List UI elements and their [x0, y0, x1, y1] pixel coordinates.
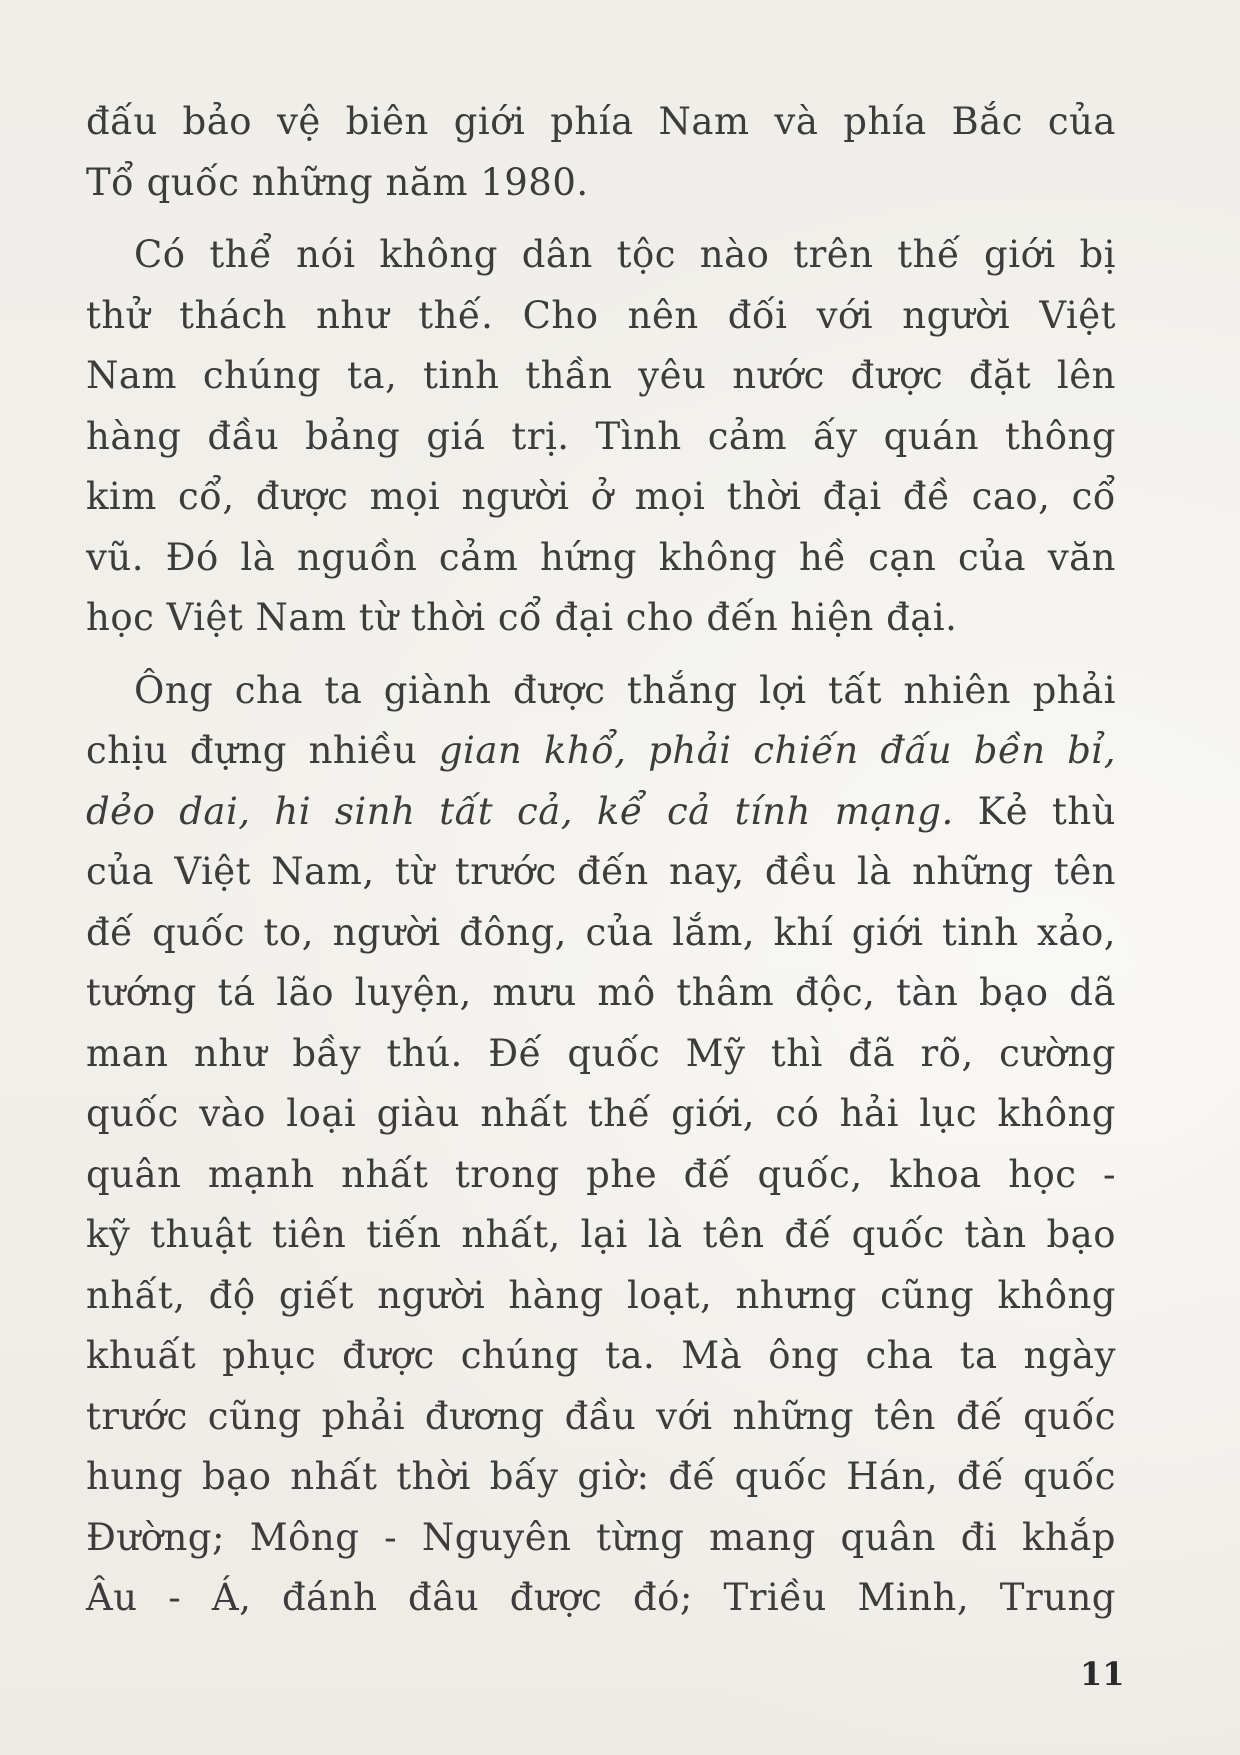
text-span: chịu đựng nhiều [86, 729, 439, 772]
text-line: kim cổ, được mọi người ở mọi thời đại đề cao, cổ [86, 475, 1116, 518]
text-line: vũ. Đó là nguồn cảm hứng không hề cạn của văn [86, 535, 1116, 579]
text-line: kỹ thuật tiên tiến nhất, lại là tên đế quốc tàn bạo [86, 1213, 1116, 1256]
text-line: đấu bảo vệ biên giới phía Nam và phía Bắc của [86, 100, 1116, 143]
text-line [86, 782, 1116, 843]
text-line: Ông cha ta giành được thắng lợi tất nhiên phải [134, 668, 1116, 712]
page-body-text [86, 92, 1116, 1629]
text-line: của Việt Nam, từ trước đến nay, đều là những tên [86, 850, 1116, 893]
text-line: Tổ quốc những năm 1980. [86, 160, 589, 204]
text-line: đế quốc to, người đông, của lắm, khí giới tinh xảo, [86, 910, 1116, 954]
text-line: học Việt Nam từ thời cổ đại cho đến hiện đại. [86, 596, 958, 639]
text-line: nhất, độ giết người hàng loạt, nhưng cũng không [86, 1273, 1116, 1317]
text-line: tướng tá lão luyện, mưu mô thâm độc, tàn bạo dã [86, 971, 1116, 1014]
text-line: Có thể nói không dân tộc nào trên thế giới bị [134, 233, 1116, 276]
text-line: man như bầy thú. Đế quốc Mỹ thì đã rõ, cường [86, 1031, 1116, 1075]
text-line: hung bạo nhất thời bấy giờ: đế quốc Hán, đế quốc [86, 1455, 1116, 1498]
text-line: thử thách như thế. Cho nên đối với người Việt [86, 293, 1116, 337]
italic-text: dẻo dai, hi sinh tất cả, kể cả tính mạng. [86, 789, 954, 833]
text-line [86, 721, 1116, 782]
text-line: khuất phục được chúng ta. Mà ông cha ta ngày [86, 1334, 1116, 1377]
italic-text: gian khổ, phải chiến đấu bền bỉ, [438, 729, 1116, 772]
text-line: Âu - Á, đánh đâu được đó; Triều Minh, Trung [86, 1576, 1116, 1619]
text-line: Đường; Mông - Nguyên từng mang quân đi khắp [86, 1515, 1116, 1559]
text-span: Kẻ thù [953, 789, 1117, 833]
text-line: Nam chúng ta, tinh thần yêu nước được đặt lên [86, 354, 1116, 397]
text-line: hàng đầu bảng giá trị. Tình cảm ấy quán thông [86, 414, 1116, 458]
text-line: trước cũng phải đương đầu với những tên đế quốc [86, 1394, 1116, 1438]
text-line: quân mạnh nhất trong phe đế quốc, khoa học - [86, 1152, 1116, 1196]
page-number: 11 [1080, 1655, 1125, 1693]
text-line: quốc vào loại giàu nhất thế giới, có hải lục không [86, 1092, 1116, 1135]
